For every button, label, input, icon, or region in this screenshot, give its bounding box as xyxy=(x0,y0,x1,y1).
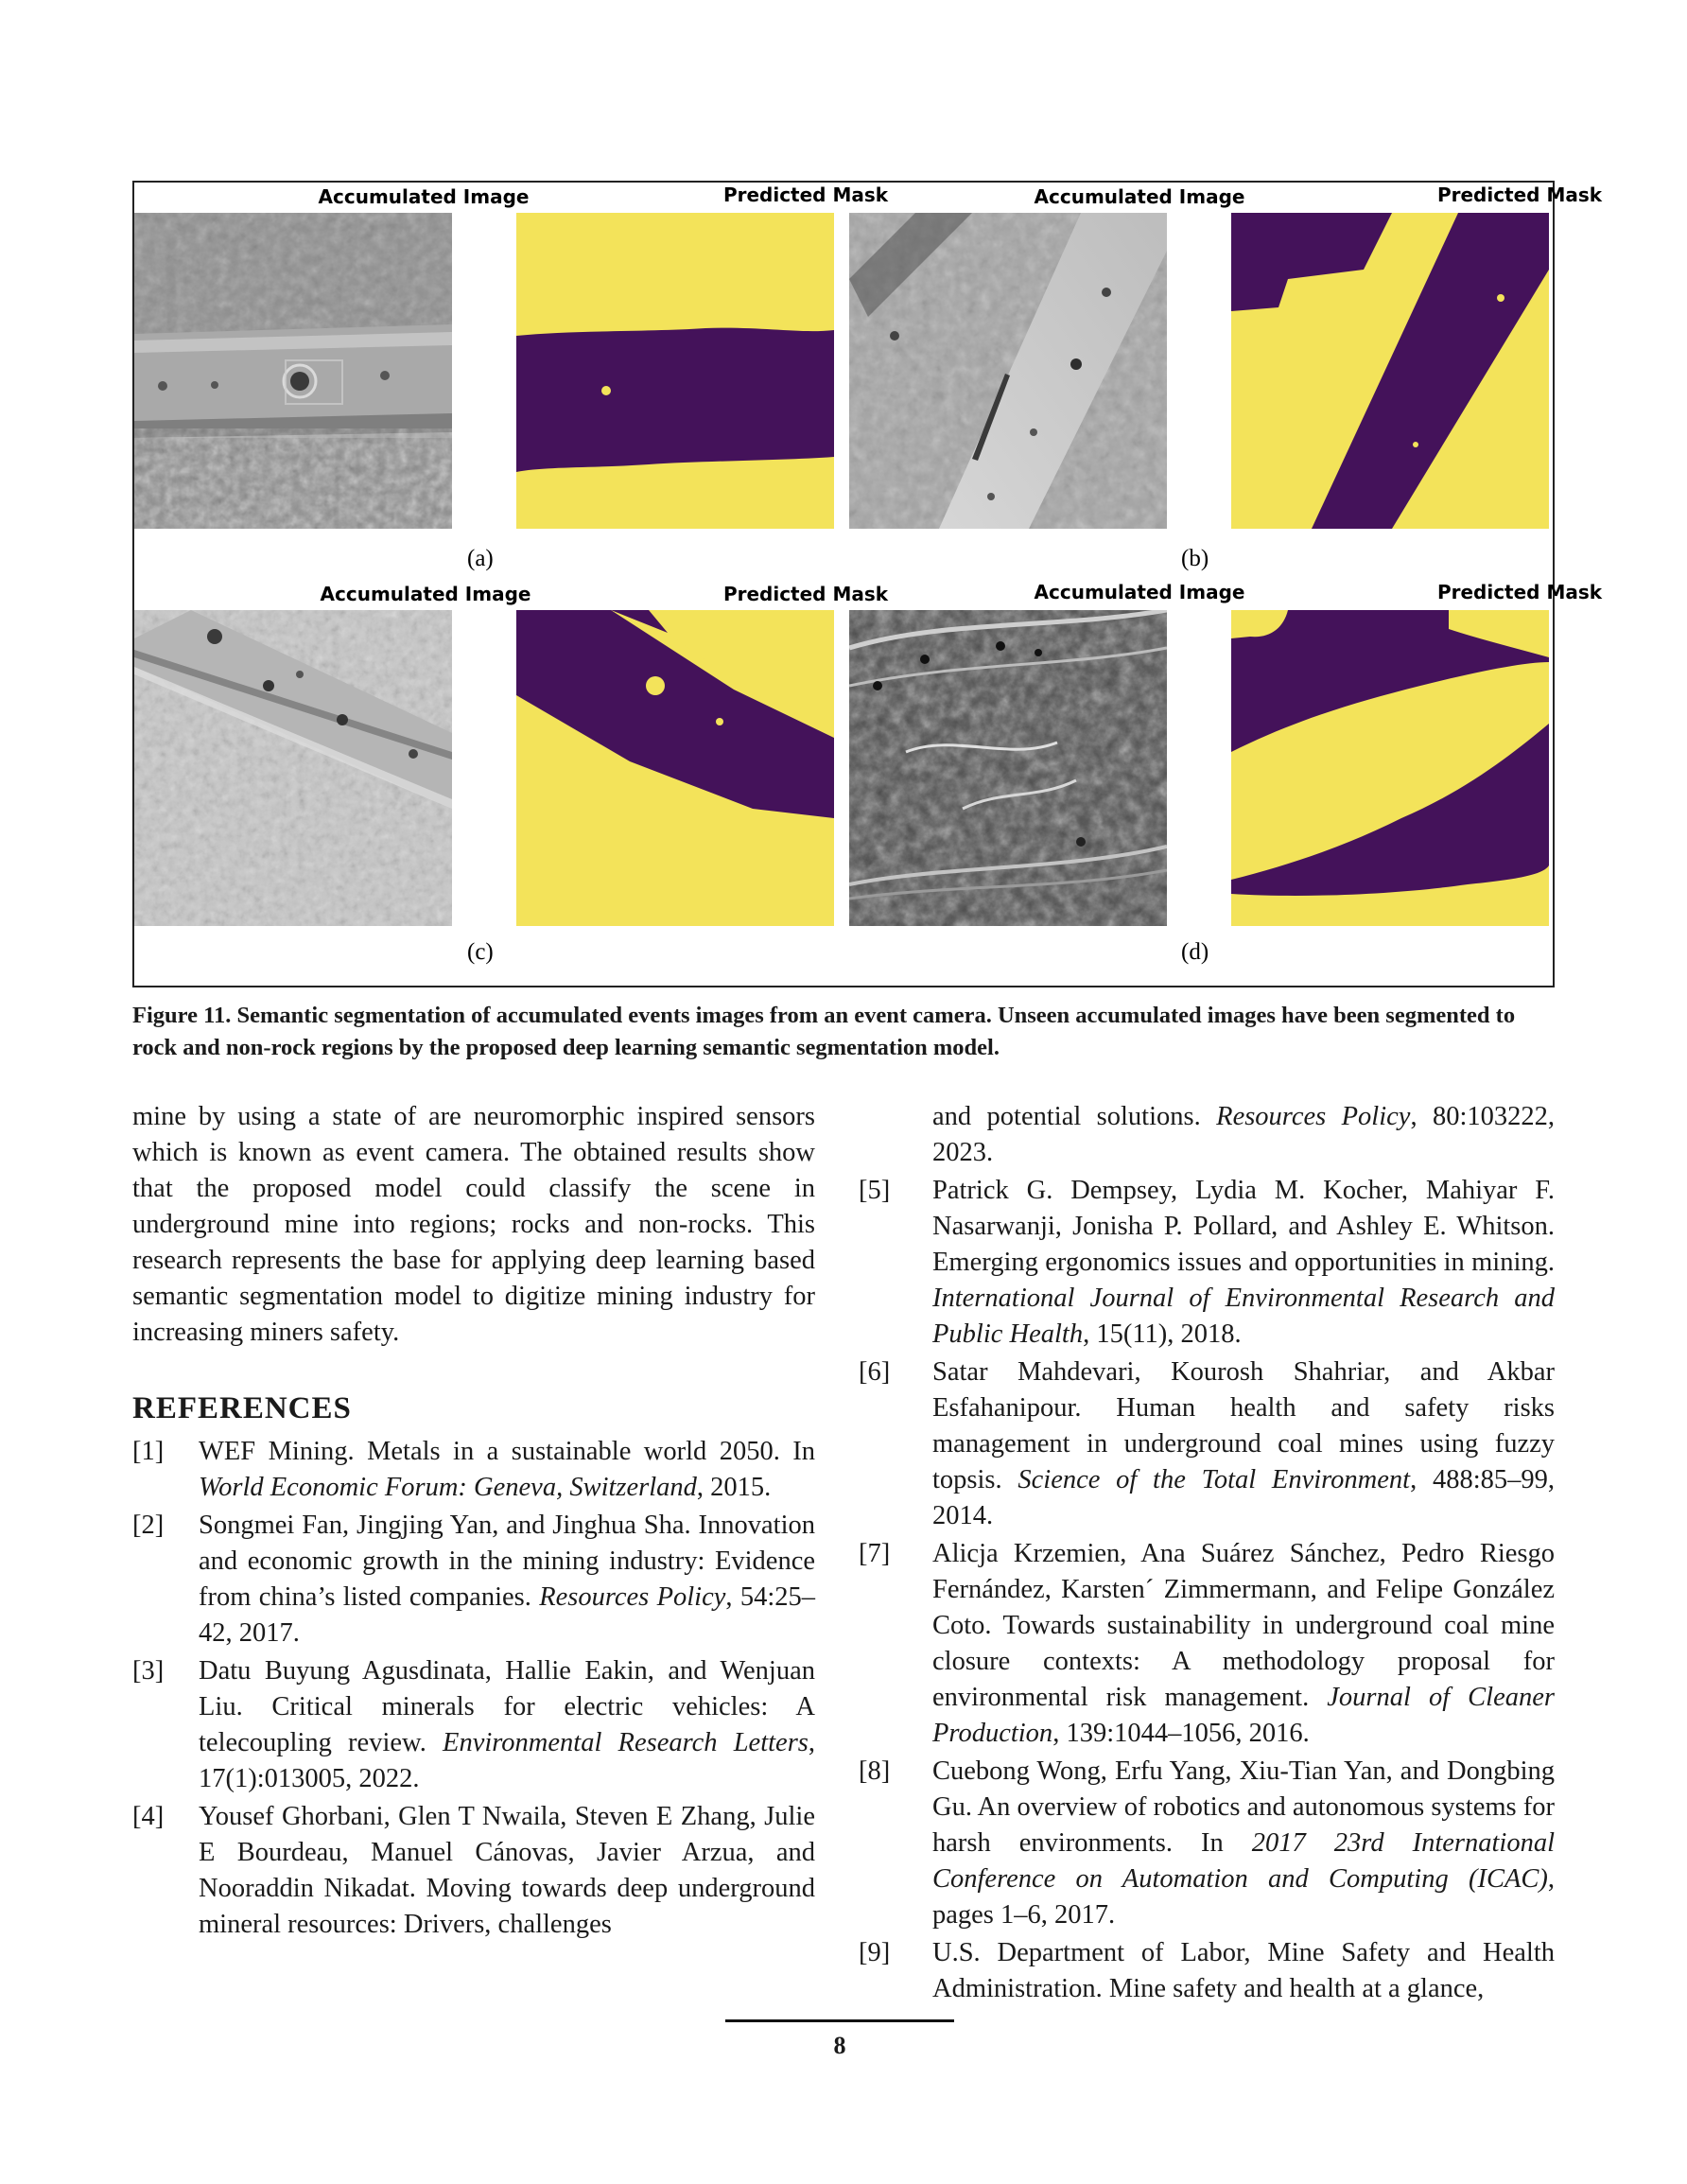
conclusion-paragraph: mine by using a state of are neuromorphic inspired sensors which is known as event camera. The obtained results show that the proposed model could classify the scene in underground mine into regions; rocks and non-rocks. This research represents the base for applying deep learning based semantic segmentation model to digitize mining industry for increasing miners safety. xyxy=(132,1102,815,1347)
reference-number: [2] xyxy=(132,1511,165,1540)
panel-title-d-mask: Predicted Mask xyxy=(1436,581,1603,603)
reference-text: Yousef Ghorbani, Glen T Nwaila, Steven E Zhang, Julie E Bourdeau, Manuel Cánovas, Javier Arzua, and Nooraddin Nikadat. Moving towards deep underground mineral resources: Drivers, challenges xyxy=(199,1802,815,1939)
reference-number: [9] xyxy=(859,1938,891,1967)
reference-venue: Environmental Research Letters xyxy=(443,1728,809,1757)
reference-text: U.S. Department of Labor, Mine Safety and Health Administration. Mine safety and health at a glance, xyxy=(932,1938,1555,2003)
subfigure-label-d: (d) xyxy=(1181,939,1209,965)
reference-9 xyxy=(859,1935,1555,2007)
reference-5 xyxy=(859,1173,1555,1353)
right-column xyxy=(859,1099,1555,2009)
reference-text: Alicja Krzemien, Ana Suárez Sánchez, Pedro Riesgo Fernández, Karsten´ Zimmermann, and Felipe González Coto. Towards sustainability in underground coal mine closure contexts: A methodology proposal for environmental risk management. xyxy=(932,1539,1555,1712)
predicted-mask-b xyxy=(1231,213,1549,529)
reference-text: Patrick G. Dempsey, Lydia M. Kocher, Mahiyar F. Nasarwanji, Jonisha P. Pollard, and Ashley E. Whitson. Emerging ergonomics issues and opportunities in mining. xyxy=(932,1176,1555,1277)
reference-number: [6] xyxy=(859,1357,891,1387)
reference-details: , 488:85–99, 2014. xyxy=(932,1465,1556,1530)
figure-caption: Figure 11. Semantic segmentation of accumulated events images from an event camera. Unseen accumulated images have been segmented to rock and non-rock regions by the proposed deep learning semantic segmentation model. xyxy=(132,1003,1516,1060)
accumulated-image-b xyxy=(849,213,1167,529)
predicted-mask-d xyxy=(1231,610,1549,926)
reference-text: WEF Mining. Metals in a sustainable world 2050. In xyxy=(199,1437,815,1466)
reference-text: Satar Mahdevari, Kourosh Shahriar, and Akbar Esfahanipour. Human health and safety risks management in underground coal mines using fuzzy topsis. xyxy=(932,1357,1555,1494)
reference-details: , 54:25–42, 2017. xyxy=(199,1582,816,1648)
reference-7 xyxy=(859,1536,1555,1752)
reference-venue: Resources Policy xyxy=(1216,1102,1411,1131)
reference-details: , pages 1–6, 2017. xyxy=(932,1864,1555,1930)
reference-number: [3] xyxy=(132,1656,165,1686)
reference-venue: 2017 23rd International Conference on Automation and Computing (ICAC) xyxy=(932,1828,1555,1894)
references-heading: REFERENCES xyxy=(132,1391,352,1425)
accumulated-image-d xyxy=(849,610,1167,926)
reference-4 xyxy=(132,1799,815,1943)
subfigure-label-b: (b) xyxy=(1181,546,1209,571)
reference-number: [7] xyxy=(859,1539,891,1568)
reference-venue: Science of the Total Environment xyxy=(1017,1465,1411,1494)
panel-title-b-image: Accumulated Image xyxy=(1034,185,1245,208)
panel-title-a-mask: Predicted Mask xyxy=(722,183,889,206)
reference-number: [8] xyxy=(859,1756,891,1786)
reference-details: , 2015. xyxy=(696,1473,772,1502)
panel-title-c-image: Accumulated Image xyxy=(320,583,531,605)
subfigure-label-a: (a) xyxy=(467,546,494,571)
reference-number: [5] xyxy=(859,1176,891,1205)
panel-title-c-mask: Predicted Mask xyxy=(722,583,889,605)
reference-1 xyxy=(132,1434,815,1506)
footer-rule xyxy=(725,2019,954,2022)
reference-venue: Resources Policy xyxy=(539,1582,726,1612)
reference-3 xyxy=(132,1653,815,1797)
panel-title-b-mask: Predicted Mask xyxy=(1436,183,1603,206)
reference-4-continued xyxy=(859,1099,1555,1171)
reference-details: , 80:103222, 2023. xyxy=(932,1102,1556,1167)
reference-venue: Journal of Cleaner Production xyxy=(932,1683,1555,1748)
accumulated-image-c xyxy=(134,610,452,926)
reference-details: , 17(1):013005, 2022. xyxy=(199,1728,816,1793)
reference-venue: World Economic Forum: Geneva, Switzerland xyxy=(199,1473,697,1502)
left-column xyxy=(132,1099,815,1945)
reference-text: and potential solutions. xyxy=(932,1102,1217,1131)
reference-2 xyxy=(132,1508,815,1651)
panel-title-a-image: Accumulated Image xyxy=(318,185,530,208)
reference-text: Songmei Fan, Jingjing Yan, and Jinghua Sha. Innovation and economic growth in the mining industry: Evidence from china’s listed companies. xyxy=(199,1511,815,1612)
figure-11 xyxy=(132,181,1603,987)
page-number: 8 xyxy=(833,2032,846,2059)
subfigure-label-c: (c) xyxy=(467,939,494,965)
reference-details: , 15(11), 2018. xyxy=(1083,1319,1242,1349)
reference-text: Datu Buyung Agusdinata, Hallie Eakin, and Wenjuan Liu. Critical minerals for electric vehicles: A telecoupling review. xyxy=(199,1656,815,1757)
reference-6 xyxy=(859,1354,1555,1534)
reference-number: [4] xyxy=(132,1802,165,1831)
predicted-mask-a xyxy=(516,213,834,529)
accumulated-image-a xyxy=(134,213,452,529)
predicted-mask-c xyxy=(516,610,834,926)
panel-title-d-image: Accumulated Image xyxy=(1034,581,1245,603)
reference-number: [1] xyxy=(132,1437,165,1466)
reference-details: , 139:1044–1056, 2016. xyxy=(1052,1719,1310,1748)
reference-text: Cuebong Wong, Erfu Yang, Xiu-Tian Yan, and Dongbing Gu. An overview of robotics and autonomous systems for harsh environments. In xyxy=(932,1756,1555,1858)
reference-8 xyxy=(859,1754,1555,1933)
reference-venue: International Journal of Environmental Research and Public Health xyxy=(932,1284,1555,1349)
